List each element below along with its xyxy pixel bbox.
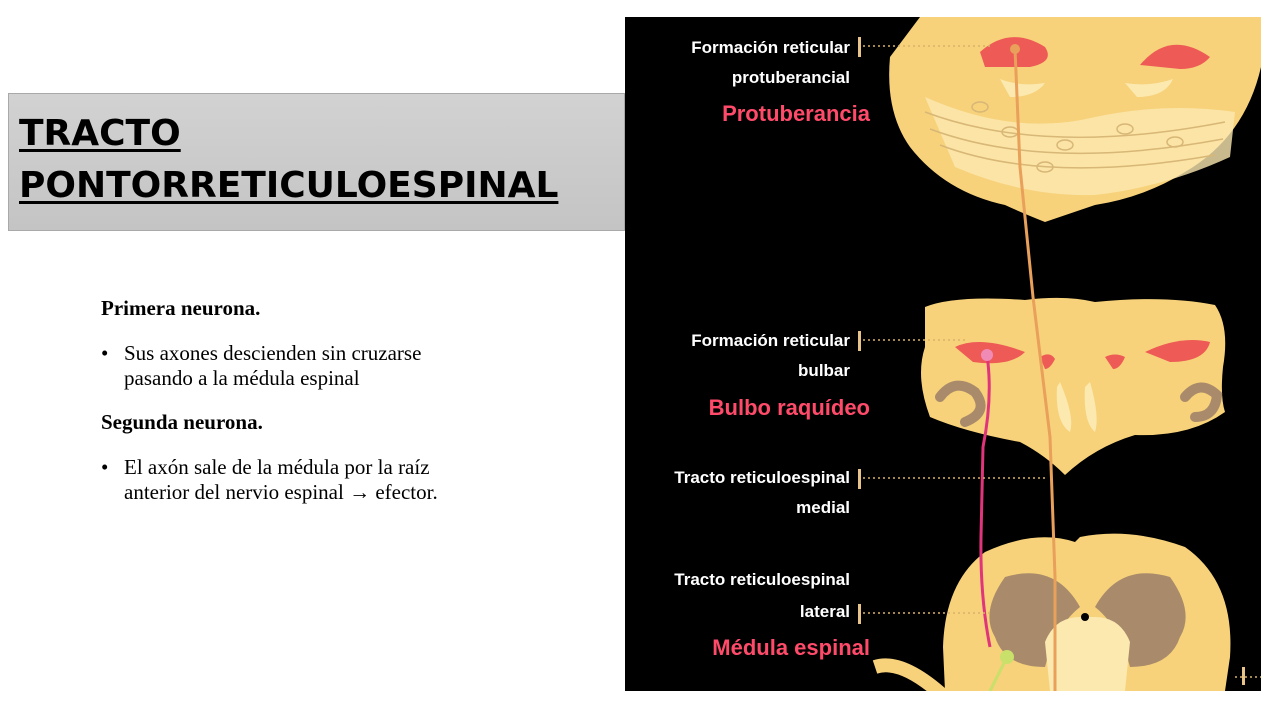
bulbar-neuron-soma	[981, 349, 993, 361]
bullet-dot-2: •	[101, 455, 109, 479]
label-medial-tract-1: Tracto reticuloespinal	[674, 468, 850, 487]
label-pons-reticular-1: Formación reticular	[691, 38, 850, 57]
bullet-1-line-2: pasando a la médula espinal	[124, 366, 360, 390]
label-bulbar-reticular-2: bulbar	[798, 361, 850, 380]
label-pons-reticular-2: protuberancial	[731, 68, 850, 87]
bullet-1-line-1: Sus axones descienden sin cruzarse	[124, 341, 422, 365]
section-1-bullet	[101, 341, 601, 391]
section-2-heading: Segunda neurona.	[101, 410, 263, 434]
bullet-2-line-1: El axón sale de la médula por la raíz	[124, 455, 430, 479]
bullet-dot-1: •	[101, 341, 109, 365]
anatomy-diagram	[625, 17, 1261, 691]
section-2-bullet	[101, 455, 601, 505]
label-medulla: Bulbo raquídeo	[708, 395, 870, 420]
title-line-2: PONTORRETICULOESPINAL	[19, 165, 559, 206]
anatomy-svg	[625, 17, 1261, 691]
label-spinal-cord: Médula espinal	[712, 635, 870, 660]
title-box	[8, 93, 625, 231]
label-medial-tract-2: medial	[796, 498, 850, 517]
label-lateral-tract-2: lateral	[799, 602, 850, 621]
label-lateral-tract-1: Tracto reticuloespinal	[674, 570, 850, 589]
section-1-heading: Primera neurona.	[101, 296, 261, 320]
slide-title	[19, 108, 558, 212]
title-line-1: TRACTO	[19, 113, 181, 154]
bullet-2-line-2: anterior del nervio espinal → efector.	[124, 480, 438, 504]
slide-content	[101, 296, 601, 524]
label-pons: Protuberancia	[722, 101, 870, 126]
label-bulbar-reticular-1: Formación reticular	[691, 331, 850, 350]
pontine-neuron-soma	[1010, 44, 1020, 54]
